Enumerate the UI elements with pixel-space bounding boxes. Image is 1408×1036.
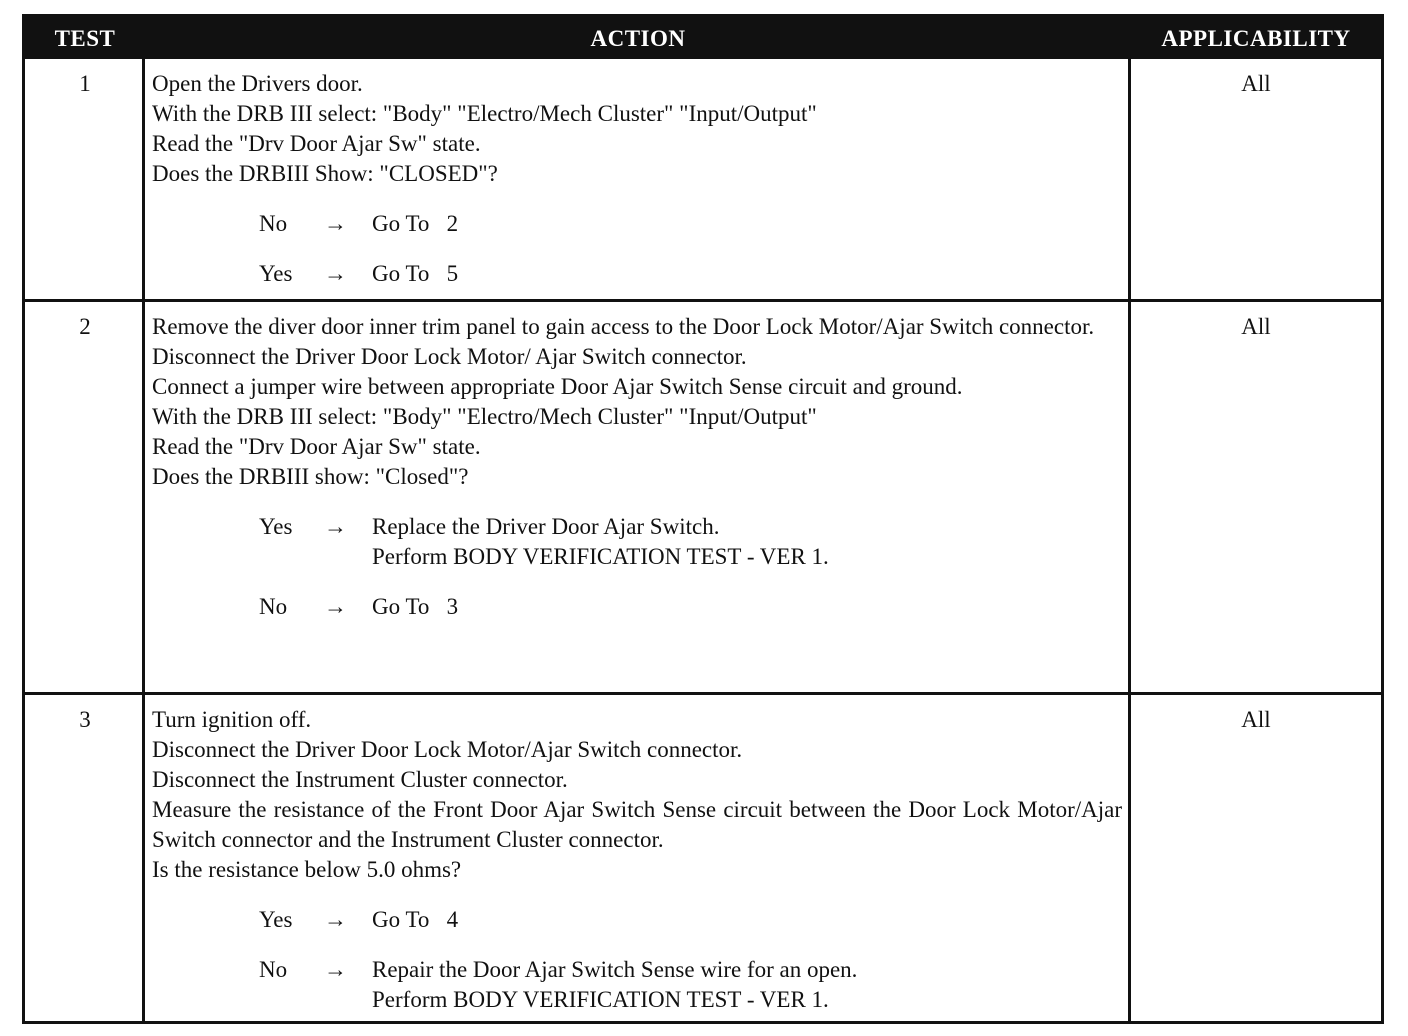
choice-result: Go To 3 bbox=[372, 594, 459, 619]
choice-no bbox=[152, 209, 1122, 239]
action-line: Remove the diver door inner trim panel to gain access to the Door Lock Motor/Ajar Switch connector. bbox=[152, 314, 1095, 339]
applicability-value: All bbox=[1241, 314, 1271, 339]
choice-result-line: Replace the Driver Door Ajar Switch. bbox=[372, 514, 720, 539]
header-applicability: APPLICABILITY bbox=[1161, 26, 1351, 51]
action-line: Measure the resistance of the Front Door Ajar Switch Sense circuit between the Door Lock Motor/Ajar Switch connector and the Instrument Cluster connector. bbox=[152, 797, 1122, 852]
arrow-icon: → bbox=[324, 514, 347, 539]
action-line: Disconnect the Instrument Cluster connector. bbox=[152, 767, 568, 792]
header-test: TEST bbox=[54, 26, 116, 51]
table-row bbox=[25, 692, 1381, 1021]
applicability-value: All bbox=[1241, 707, 1271, 732]
action-line: Read the "Drv Door Ajar Sw" state. bbox=[152, 131, 481, 156]
choice-result bbox=[372, 512, 1112, 572]
applicability-value: All bbox=[1241, 71, 1271, 96]
action-line: Does the DRBIII Show: "CLOSED"? bbox=[152, 161, 498, 186]
choice-answer: Yes bbox=[259, 261, 293, 286]
choice-no bbox=[152, 592, 1122, 622]
action-line: Disconnect the Driver Door Lock Motor/ Ajar Switch connector. bbox=[152, 344, 747, 369]
choice-result: Go To 5 bbox=[372, 261, 459, 286]
choice-result-line: Repair the Door Ajar Switch Sense wire for an open. bbox=[372, 957, 858, 982]
arrow-icon: → bbox=[324, 907, 347, 932]
action-cell bbox=[152, 705, 1122, 1015]
action-line: Connect a jumper wire between appropriate Door Ajar Switch Sense circuit and ground. bbox=[152, 374, 963, 399]
choice-answer: No bbox=[259, 594, 288, 619]
table-header bbox=[25, 17, 1381, 59]
action-cell bbox=[152, 312, 1122, 622]
diagnostic-test-table bbox=[22, 14, 1384, 1024]
action-line: Open the Drivers door. bbox=[152, 71, 363, 96]
choice-answer: No bbox=[259, 957, 288, 982]
action-line: Does the DRBIII show: "Closed"? bbox=[152, 464, 469, 489]
test-number: 2 bbox=[79, 314, 91, 339]
action-cell bbox=[152, 69, 1122, 289]
choice-yes bbox=[152, 259, 1122, 289]
action-line: With the DRB III select: "Body" "Electro/Mech Cluster" "Input/Output" bbox=[152, 101, 817, 126]
choice-answer: Yes bbox=[259, 907, 293, 932]
table-row bbox=[25, 299, 1381, 692]
choice-no bbox=[152, 955, 1122, 1015]
table-row bbox=[25, 59, 1381, 299]
choice-result: Go To 2 bbox=[372, 211, 459, 236]
action-line: Is the resistance below 5.0 ohms? bbox=[152, 857, 462, 882]
test-number: 3 bbox=[79, 707, 91, 732]
choice-result bbox=[372, 955, 1112, 1015]
header-action: ACTION bbox=[590, 26, 686, 51]
choice-yes bbox=[152, 905, 1122, 935]
choice-answer: No bbox=[259, 211, 288, 236]
choice-yes bbox=[152, 512, 1122, 572]
choice-result-line: Perform BODY VERIFICATION TEST - VER 1. bbox=[372, 987, 829, 1012]
test-number: 1 bbox=[79, 71, 91, 96]
action-line: Read the "Drv Door Ajar Sw" state. bbox=[152, 434, 481, 459]
action-line: With the DRB III select: "Body" "Electro/Mech Cluster" "Input/Output" bbox=[152, 404, 817, 429]
arrow-icon: → bbox=[324, 211, 347, 236]
arrow-icon: → bbox=[324, 261, 347, 286]
choice-answer: Yes bbox=[259, 514, 293, 539]
arrow-icon: → bbox=[324, 957, 347, 982]
action-line: Disconnect the Driver Door Lock Motor/Ajar Switch connector. bbox=[152, 737, 743, 762]
action-line: Turn ignition off. bbox=[152, 707, 312, 732]
choice-result: Go To 4 bbox=[372, 907, 459, 932]
arrow-icon: → bbox=[324, 594, 347, 619]
choice-result-line: Perform BODY VERIFICATION TEST - VER 1. bbox=[372, 544, 829, 569]
